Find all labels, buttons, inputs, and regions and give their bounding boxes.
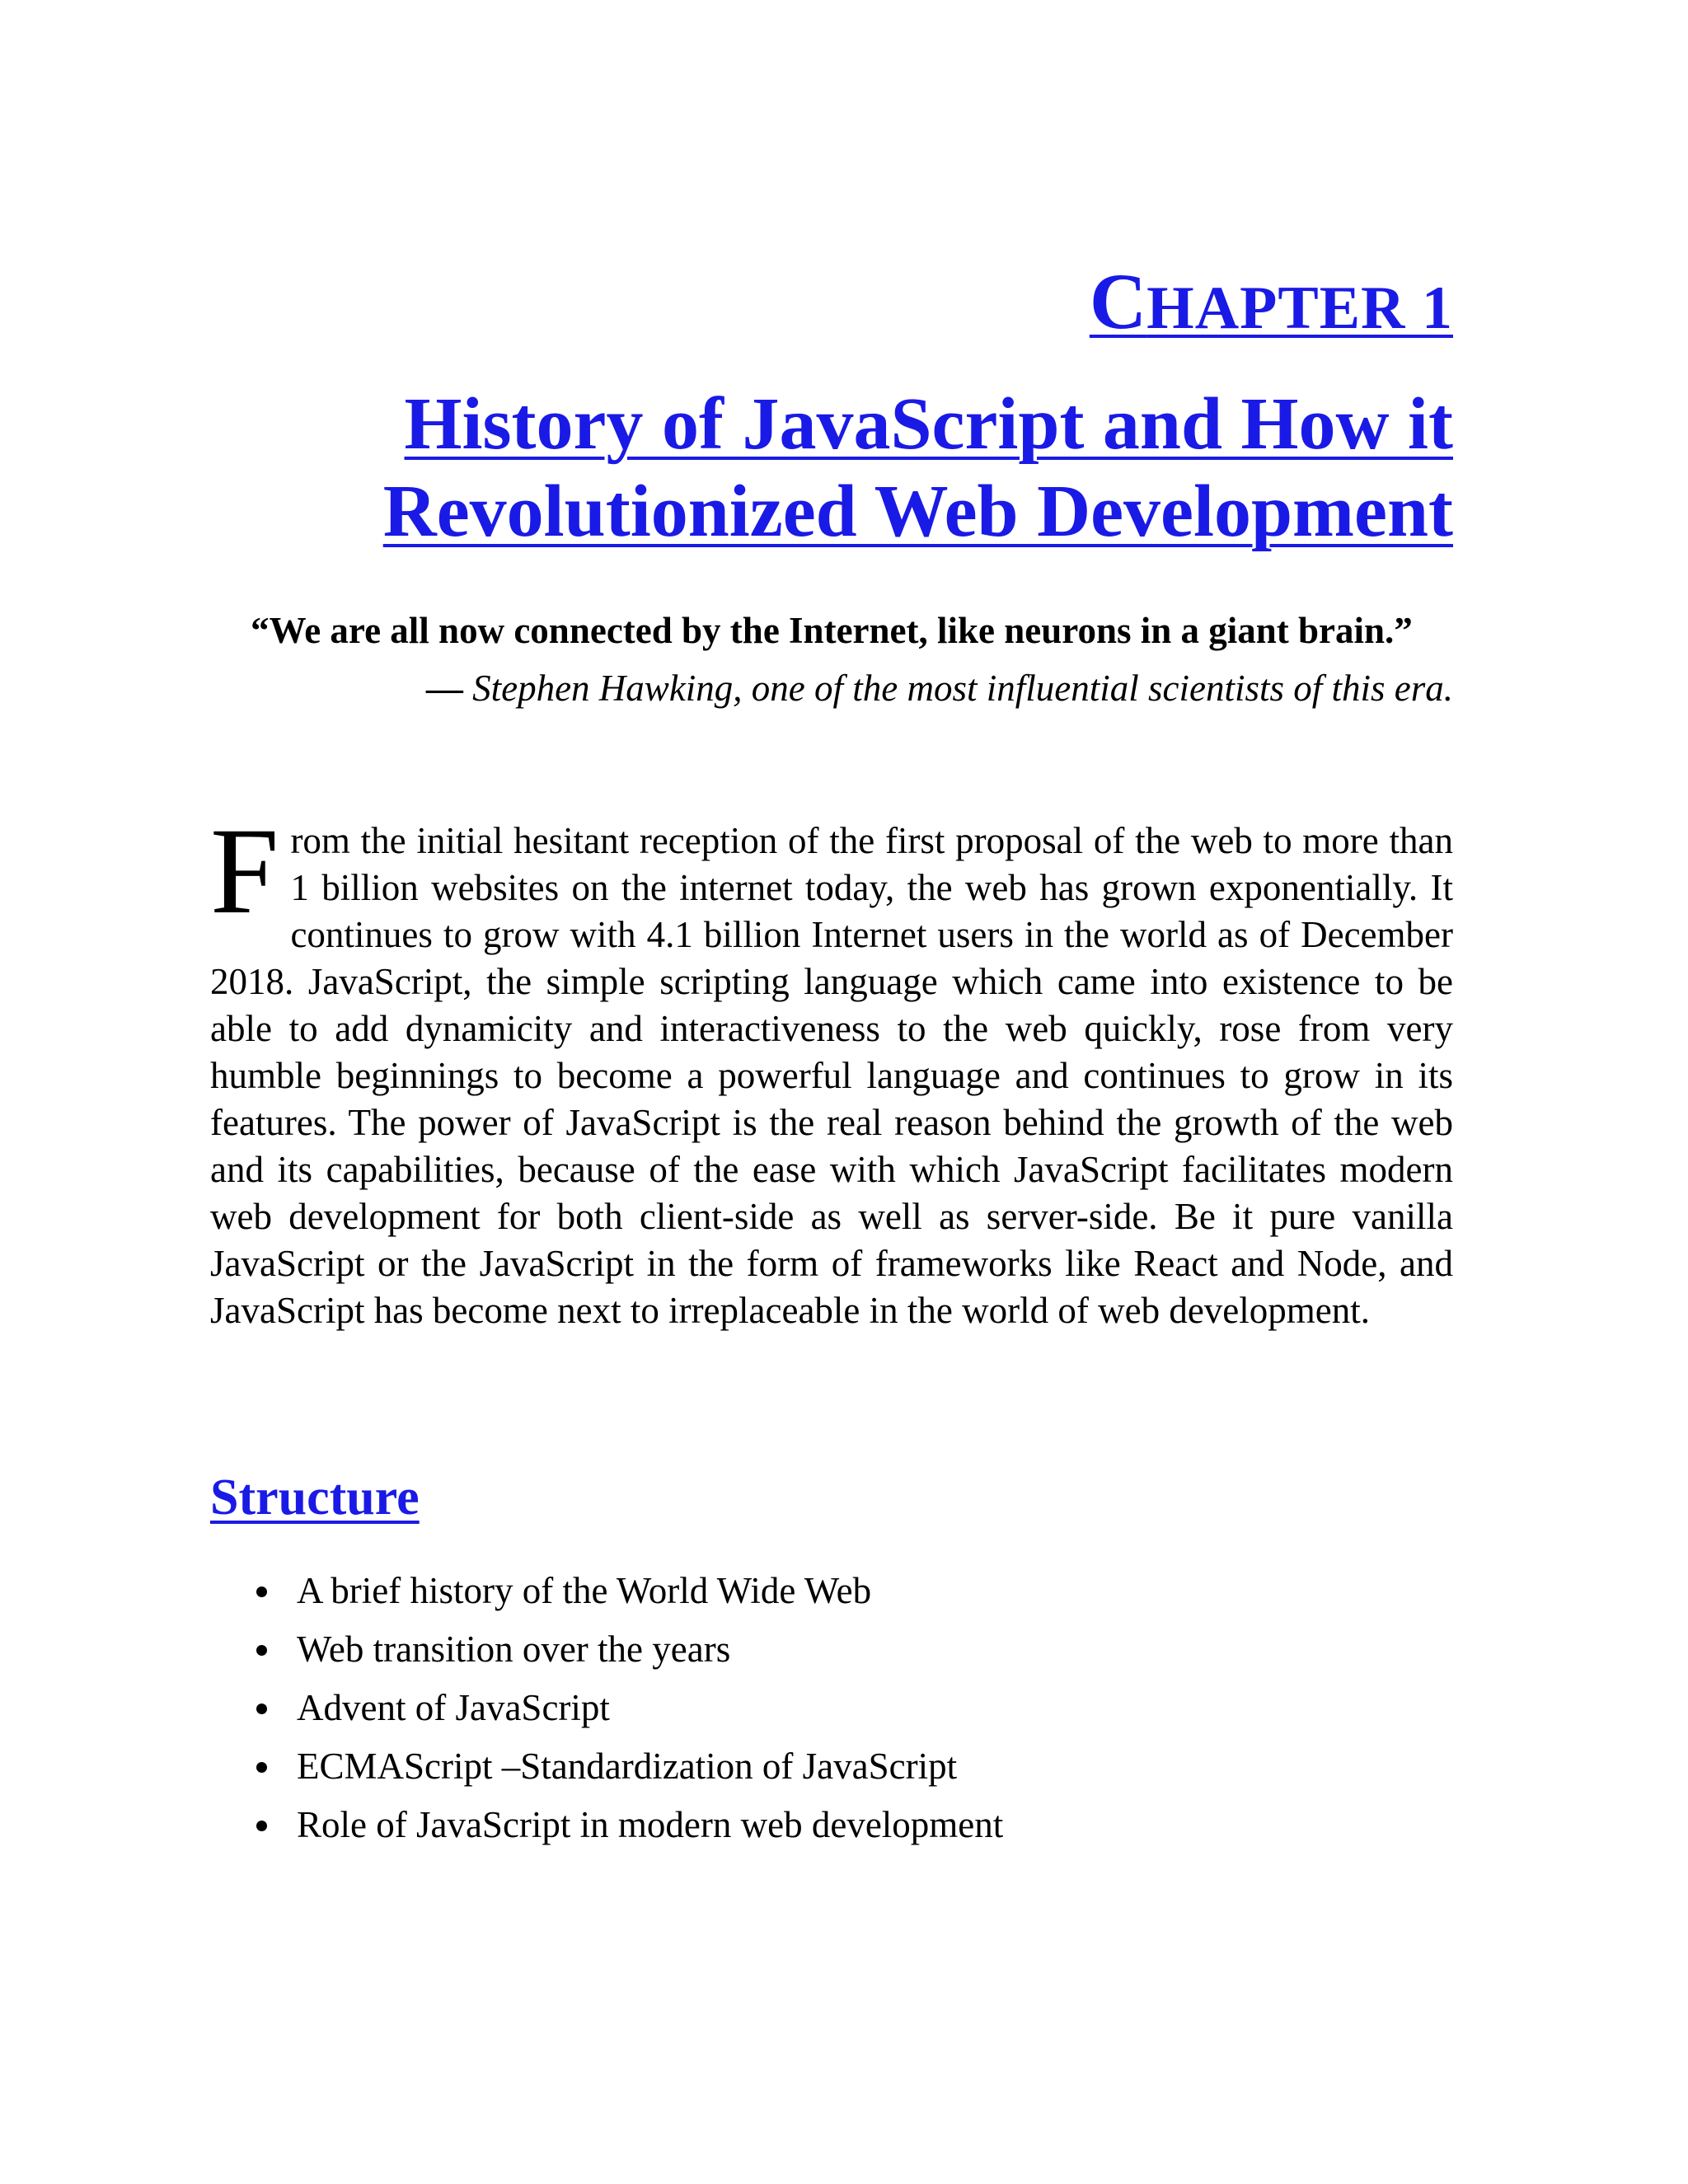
list-item [210, 1562, 1003, 1620]
list-item [210, 1620, 1003, 1679]
chapter-title-line-1: History of JavaScript and How it [404, 383, 1453, 465]
structure-list [210, 1562, 1003, 1854]
list-item [210, 1796, 1003, 1854]
list-item [210, 1679, 1003, 1737]
chapter-label[interactable] [210, 257, 1453, 345]
epigraph-attribution [210, 666, 1453, 710]
chapter-label-rest: HAPTER 1 [1146, 274, 1453, 342]
list-item-text: ECMAScript –Standardization of JavaScript [297, 1746, 958, 1787]
list-item-text: A brief history of the World Wide Web [297, 1570, 872, 1611]
em-dash: — [425, 668, 463, 709]
intro-paragraph-text: rom the initial hesitant reception of the first proposal of the web to more than 1 billion websites on the internet today, the web has grown exponentially. It continues to grow with 4.1 billion Internet users in the world as of December 2018. JavaScript, the simple scripting language which came into existence to be able to add dynamicity and interactiveness to the web quickly, rose from very humble beginnings to become a powerful language and continues to grow in its features. The power of JavaScript is the real reason behind the growth of the web and its capabilities, because of the ease with which JavaScript facilitates modern web development for both client-side as well as server-side. Be it pure vanilla JavaScript or the JavaScript in the form of frameworks like React and Node, and JavaScript has become next to irreplaceable in the world of web development. [210, 820, 1453, 1331]
list-item-text: Advent of JavaScript [297, 1687, 610, 1728]
epigraph [210, 608, 1453, 710]
attribution-text: Stephen Hawking, one of the most influential scientists of this era. [472, 668, 1453, 709]
bullet-icon [256, 1586, 267, 1597]
epigraph-quote: “We are all now connected by the Internet, like neurons in a giant brain.” [251, 610, 1413, 651]
chapter-label-initial: C [1089, 257, 1147, 345]
bullet-icon [256, 1645, 267, 1656]
intro-paragraph [210, 803, 1453, 1334]
list-item [210, 1737, 1003, 1796]
chapter-title[interactable] [210, 381, 1453, 555]
bullet-icon [256, 1762, 267, 1773]
bullet-icon [256, 1821, 267, 1831]
list-item-text: Web transition over the years [297, 1629, 731, 1670]
list-item-text: Role of JavaScript in modern web development [297, 1804, 1004, 1845]
structure-heading[interactable]: Structure [210, 1469, 420, 1526]
drop-cap-letter: F [210, 803, 279, 940]
bullet-icon [256, 1704, 267, 1714]
chapter-title-line-2: Revolutionized Web Development [382, 471, 1453, 552]
chapter-header [210, 257, 1453, 555]
